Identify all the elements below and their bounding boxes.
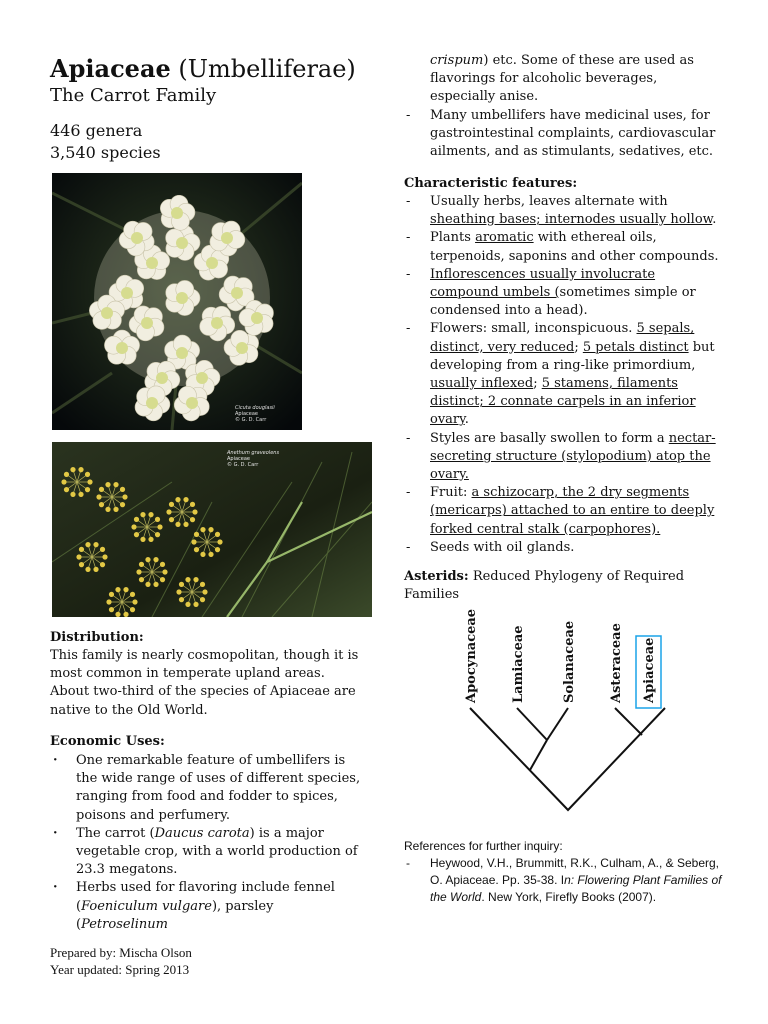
taxon-label-apocynaceae: Apocynaceae bbox=[464, 608, 479, 703]
cladogram-branches bbox=[470, 708, 665, 810]
references-heading: References for further inquiry: bbox=[404, 839, 563, 853]
economic-use-item: · One remarkable feature of umbellifers is the wide range of uses of different species, ranging from food and fodder to spices, poisons and perfumery. bbox=[50, 752, 368, 825]
feature-item: - Inflorescences usually involucrate compound umbels (sometimes simple or condensed into a head). bbox=[404, 266, 726, 321]
anethum-plant-photo bbox=[52, 442, 372, 617]
cicuta-flower-photo bbox=[52, 173, 302, 430]
feature-item: - Usually herbs, leaves alternate with sheathing bases; internodes usually hollow. bbox=[404, 193, 726, 229]
page-subtitle: The Carrot Family bbox=[50, 85, 217, 106]
year-updated: Year updated: Spring 2013 bbox=[50, 962, 190, 977]
characteristic-features-section bbox=[404, 175, 726, 557]
genera-count: 446 genera bbox=[50, 121, 143, 140]
distribution-text: This family is nearly cosmopolitan, though it is most common in temperate upland areas. About two-third of the species of Apiaceae are native to the Old World. bbox=[50, 648, 359, 718]
reference-item: - Heywood, V.H., Brummitt, R.K., Culham, A., & Seberg, O. Apiaceae. Pp. 35-38. In: Flowering Plant Families of the World. New York, Firefly Books (2007). bbox=[404, 855, 734, 906]
family-alt-name: (Umbelliferae) bbox=[170, 55, 356, 83]
anethum-plant-illustration bbox=[52, 442, 372, 617]
economic-uses-continued bbox=[404, 52, 724, 161]
bottom-photo-caption-family: Apiaceae bbox=[227, 456, 251, 462]
phylogeny-cladogram bbox=[440, 605, 710, 820]
bottom-photo-caption-species: Anethum graveolens bbox=[227, 450, 280, 456]
economic-uses-heading: Economic Uses: bbox=[50, 734, 165, 749]
feature-item: - Styles are basally swollen to form a nectar-secreting structure (stylopodium) atop the ovary. bbox=[404, 430, 726, 485]
distribution-heading: Distribution: bbox=[50, 630, 144, 645]
economic-use-item: - Many umbellifers have medicinal uses, for gastrointestinal complaints, cardiovascular ailments, and as stimulants, sedatives, etc. bbox=[404, 107, 724, 162]
bottom-photo-caption-credit: © G. D. Carr bbox=[227, 462, 259, 468]
top-photo-caption-credit: © G. D. Carr bbox=[235, 417, 267, 423]
top-photo-caption-family: Apiaceae bbox=[235, 411, 259, 417]
feature-item: - Flowers: small, inconspicuous. 5 sepals, distinct, very reduced; 5 petals distinct but developing from a ring-like primordium, usually inflexed; 5 stamens, filaments distinct; 2 connate carpels in an inferior ovary. bbox=[404, 320, 726, 429]
feature-item: - Plants aromatic with ethereal oils, terpenoids, saponins and other compounds. bbox=[404, 229, 726, 265]
taxon-label-apiaceae: Apiaceae bbox=[642, 637, 657, 703]
taxon-label-lamiaceae: Lamiaceae bbox=[511, 625, 526, 703]
features-heading: Characteristic features: bbox=[404, 176, 578, 191]
asterids-caption bbox=[404, 568, 724, 604]
family-name: Apiaceae bbox=[50, 54, 171, 83]
distribution-section bbox=[50, 629, 368, 720]
economic-use-item: · Herbs used for flavoring include fennel (Foeniculum vulgare), parsley (Petroselinum bbox=[50, 879, 368, 934]
economic-use-item-continued: crispum) etc. Some of these are used as flavorings for alcoholic beverages, especially anise. bbox=[430, 53, 694, 105]
page-title bbox=[50, 55, 356, 83]
asterids-label: Asterids: bbox=[404, 569, 469, 584]
cicuta-flower-illustration bbox=[52, 173, 302, 430]
prepared-by: Prepared by: Mischa Olson bbox=[50, 945, 192, 960]
feature-item: - Seeds with oil glands. bbox=[404, 539, 726, 557]
references-section bbox=[404, 838, 734, 906]
economic-use-item: · The carrot (Daucus carota) is a major vegetable crop, with a world production of 23.3 megatons. bbox=[50, 825, 368, 880]
asterids-text: Reduced Phylogeny of Required Families bbox=[404, 569, 685, 603]
economic-uses-section bbox=[50, 733, 368, 934]
species-count: 3,540 species bbox=[50, 143, 161, 162]
feature-item: - Fruit: a schizocarp, the 2 dry segments (mericarps) attached to an entire to deeply forked central stalk (carpophores). bbox=[404, 484, 726, 539]
taxon-label-asteraceae: Asteraceae bbox=[609, 623, 624, 703]
top-photo-caption-species: Cicuta douglasii bbox=[235, 405, 275, 411]
taxon-label-solanaceae: Solanaceae bbox=[562, 620, 577, 703]
